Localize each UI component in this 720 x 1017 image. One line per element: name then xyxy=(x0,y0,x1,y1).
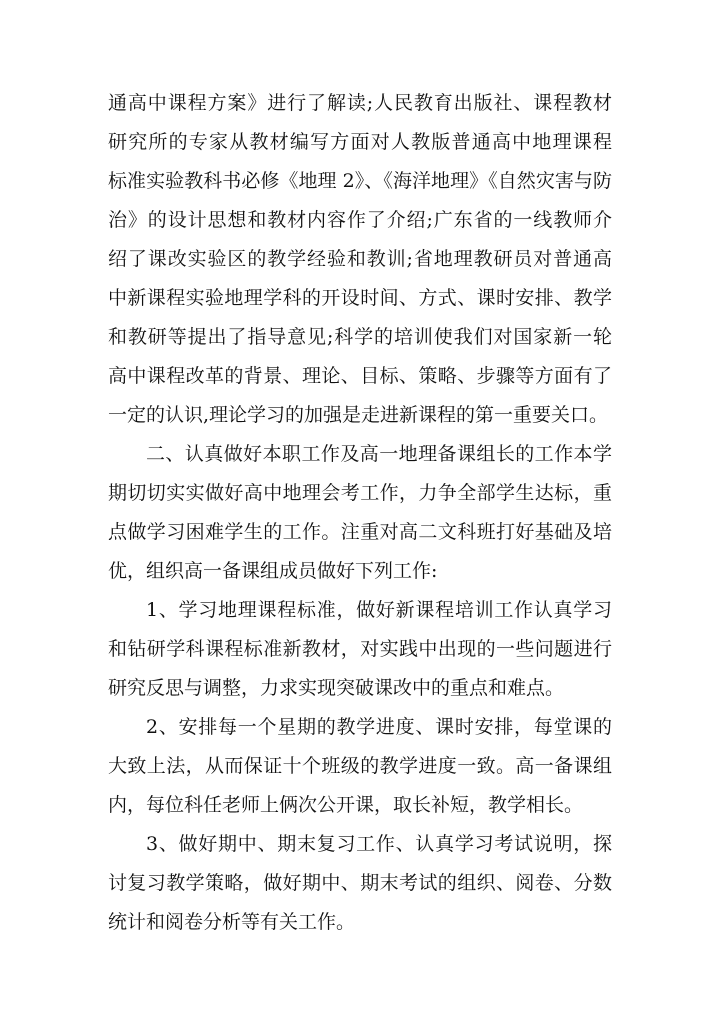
text-line: 2、安排每一个星期的教学进度、课时安排，每堂课的 xyxy=(146,716,612,738)
text-line: 统计和阅卷分析等有关工作。 xyxy=(108,911,356,933)
text-line: 讨复习教学策略，做好期中、期末考试的组织、阅卷、分数 xyxy=(108,872,612,894)
text-line: 通高中课程方案》进行了解读;人民教育出版社、课程教材 xyxy=(108,92,612,114)
text-line: 中新课程实验地理学科的开设时间、方式、课时安排、教学 xyxy=(108,287,612,309)
text-line: 研究所的专家从教材编写方面对人教版普通高中地理课程 xyxy=(108,131,612,153)
text-line: 点做学习困难学生的工作。注重对高二文科班打好基础及培 xyxy=(108,521,612,543)
document-body xyxy=(108,84,612,942)
text-line: 标准实验教科书必修《地理 2》、《海洋地理》《自然灾害与防 xyxy=(108,170,612,192)
text-line: 研究反思与调整，力求实现突破课改中的重点和难点。 xyxy=(108,677,565,699)
text-line: 一定的认识,理论学习的加强是走进新课程的第一重要关口。 xyxy=(108,404,609,426)
text-line: 绍了课改实验区的教学经验和教训;省地理教研员对普通高 xyxy=(108,248,612,270)
paragraph-2 xyxy=(108,435,612,591)
text-line: 和钻研学科课程标准新教材，对实践中出现的一些问题进行 xyxy=(108,638,612,660)
text-line: 高中课程改革的背景、理论、目标、策略、步骤等方面有了 xyxy=(108,365,612,387)
text-line: 二、认真做好本职工作及高一地理备课组长的工作本学 xyxy=(146,443,612,465)
text-line: 内，每位科任老师上俩次公开课，取长补短，教学相长。 xyxy=(108,794,584,816)
text-line: 大致上法，从而保证十个班级的教学进度一致。高一备课组 xyxy=(108,755,612,777)
text-line: 期切切实实做好高中地理会考工作，力争全部学生达标，重 xyxy=(108,482,612,504)
paragraph-4 xyxy=(108,708,612,825)
text-line: 治》的设计思想和教材内容作了介绍;广东省的一线教师介 xyxy=(108,209,612,231)
paragraph-1 xyxy=(108,84,612,435)
text-line: 优，组织高一备课组成员做好下列工作: xyxy=(108,560,438,582)
text-line: 和教研等提出了指导意见;科学的培训使我们对国家新一轮 xyxy=(108,326,612,348)
text-line: 3、做好期中、期末复习工作、认真学习考试说明，探 xyxy=(146,833,612,855)
text-line: 1、学习地理课程标准，做好新课程培训工作认真学习 xyxy=(146,599,612,621)
paragraph-5 xyxy=(108,825,612,942)
paragraph-3 xyxy=(108,591,612,708)
